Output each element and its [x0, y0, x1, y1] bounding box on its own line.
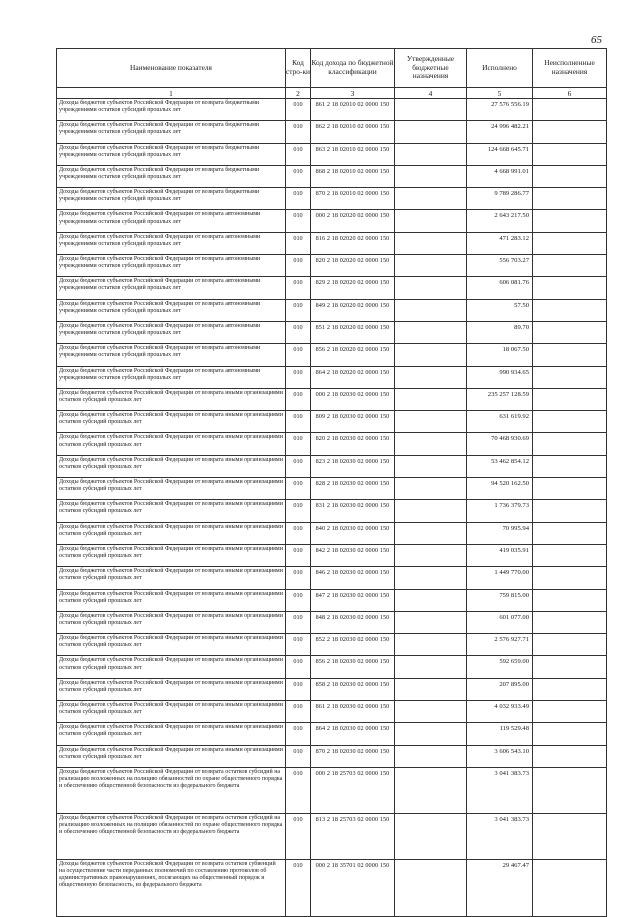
row-name: Доходы бюджетов субъектов Российской Федерации от возврата автономными учреждениями остатков субсидий прошлых лет [57, 232, 286, 254]
row-line-code: 010 [286, 455, 311, 477]
row-unexecuted [533, 544, 607, 566]
table-row [57, 589, 607, 611]
row-approved [395, 321, 467, 343]
row-name: Доходы бюджетов субъектов Российской Федерации от возврата остатков субсидий на реализацию возложенных на полицию обязанностей по охране общественного порядка и обеспечению общественной безопасности из федерального бюджета [57, 813, 286, 859]
row-income-code: 820 2 18 02020 02 0000 150 [311, 255, 395, 277]
row-income-code: 861 2 18 02010 02 0000 150 [311, 99, 395, 121]
row-approved [395, 411, 467, 433]
row-income-code: 816 2 18 02020 02 0000 150 [311, 232, 395, 254]
row-approved [395, 478, 467, 500]
header-line-code: Код стро-ки [286, 49, 311, 88]
row-unexecuted [533, 255, 607, 277]
column-number: 4 [395, 88, 467, 99]
row-name: Доходы бюджетов субъектов Российской Федерации от возврата иными организациями остатков субсидий прошлых лет [57, 411, 286, 433]
row-name: Доходы бюджетов субъектов Российской Федерации от возврата бюджетными учреждениями остатков субсидий прошлых лет [57, 143, 286, 165]
table-row [57, 544, 607, 566]
row-line-code: 010 [286, 232, 311, 254]
table-body [57, 99, 607, 917]
row-executed: 419 035.91 [467, 544, 533, 566]
row-executed: 70 468 930.69 [467, 433, 533, 455]
row-income-code: 831 2 18 02030 02 0000 150 [311, 500, 395, 522]
row-income-code: 856 2 18 02020 02 0000 150 [311, 344, 395, 366]
row-line-code: 010 [286, 299, 311, 321]
row-approved [395, 567, 467, 589]
row-income-code: 813 2 18 25703 02 0000 150 [311, 813, 395, 859]
row-income-code: 000 2 18 02030 02 0000 150 [311, 388, 395, 410]
row-income-code: 000 2 18 02020 02 0000 150 [311, 210, 395, 232]
row-executed: 124 668 645.71 [467, 143, 533, 165]
row-line-code: 010 [286, 478, 311, 500]
row-line-code: 010 [286, 99, 311, 121]
row-executed: 4 668 991.01 [467, 165, 533, 187]
row-line-code: 010 [286, 859, 311, 916]
row-approved [395, 634, 467, 656]
row-income-code: 863 2 18 02010 02 0000 150 [311, 143, 395, 165]
row-line-code: 010 [286, 723, 311, 745]
row-income-code: 829 2 18 02020 02 0000 150 [311, 277, 395, 299]
row-line-code: 010 [286, 634, 311, 656]
row-unexecuted [533, 99, 607, 121]
row-income-code: 856 2 18 02030 02 0000 150 [311, 656, 395, 678]
row-unexecuted [533, 478, 607, 500]
row-name: Доходы бюджетов субъектов Российской Федерации от возврата бюджетными учреждениями остатков субсидий прошлых лет [57, 188, 286, 210]
row-unexecuted [533, 634, 607, 656]
header-row [57, 49, 607, 88]
row-unexecuted [533, 767, 607, 813]
row-approved [395, 99, 467, 121]
row-name: Доходы бюджетов субъектов Российской Федерации от возврата иными организациями остатков субсидий прошлых лет [57, 745, 286, 767]
row-income-code: 864 2 18 02020 02 0000 150 [311, 366, 395, 388]
row-line-code: 010 [286, 433, 311, 455]
row-income-code: 823 2 18 02030 02 0000 150 [311, 455, 395, 477]
row-approved [395, 859, 467, 916]
row-income-code: 862 2 18 02010 02 0000 150 [311, 121, 395, 143]
row-approved [395, 232, 467, 254]
column-number: 5 [467, 88, 533, 99]
row-income-code: 000 2 18 35701 02 0000 150 [311, 859, 395, 916]
row-unexecuted [533, 522, 607, 544]
row-name: Доходы бюджетов субъектов Российской Федерации от возврата иными организациями остатков субсидий прошлых лет [57, 656, 286, 678]
column-number: 3 [311, 88, 395, 99]
column-number: 1 [57, 88, 286, 99]
row-line-code: 010 [286, 522, 311, 544]
row-name: Доходы бюджетов субъектов Российской Федерации от возврата иными организациями остатков субсидий прошлых лет [57, 611, 286, 633]
row-unexecuted [533, 455, 607, 477]
row-line-code: 010 [286, 188, 311, 210]
table-row [57, 321, 607, 343]
row-unexecuted [533, 589, 607, 611]
table-row [57, 232, 607, 254]
table-row [57, 455, 607, 477]
row-approved [395, 589, 467, 611]
row-unexecuted [533, 321, 607, 343]
row-executed: 119 529.48 [467, 723, 533, 745]
row-line-code: 010 [286, 567, 311, 589]
row-income-code: 842 2 18 02030 02 0000 150 [311, 544, 395, 566]
row-name: Доходы бюджетов субъектов Российской Федерации от возврата автономными учреждениями остатков субсидий прошлых лет [57, 321, 286, 343]
row-executed: 207 895.00 [467, 678, 533, 700]
row-income-code: 840 2 18 02030 02 0000 150 [311, 522, 395, 544]
row-income-code: 870 2 18 02010 02 0000 150 [311, 188, 395, 210]
row-executed: 556 703.27 [467, 255, 533, 277]
row-unexecuted [533, 344, 607, 366]
row-unexecuted [533, 433, 607, 455]
row-executed: 471 283.12 [467, 232, 533, 254]
column-number-row [57, 88, 607, 99]
row-line-code: 010 [286, 344, 311, 366]
row-name: Доходы бюджетов субъектов Российской Федерации от возврата автономными учреждениями остатков субсидий прошлых лет [57, 210, 286, 232]
row-executed: 18 067.50 [467, 344, 533, 366]
row-line-code: 010 [286, 165, 311, 187]
table-row [57, 634, 607, 656]
row-executed: 53 462 854.12 [467, 455, 533, 477]
row-executed: 89.70 [467, 321, 533, 343]
row-executed: 4 032 933.49 [467, 701, 533, 723]
row-approved [395, 701, 467, 723]
row-approved [395, 813, 467, 859]
row-line-code: 010 [286, 611, 311, 633]
row-name: Доходы бюджетов субъектов Российской Федерации от возврата автономными учреждениями остатков субсидий прошлых лет [57, 255, 286, 277]
table-row [57, 165, 607, 187]
row-income-code: 868 2 18 02010 02 0000 150 [311, 165, 395, 187]
row-executed: 3 041 383.73 [467, 767, 533, 813]
row-unexecuted [533, 299, 607, 321]
row-executed: 631 619.92 [467, 411, 533, 433]
table-row [57, 121, 607, 143]
row-approved [395, 656, 467, 678]
row-income-code: 861 2 18 02030 02 0000 150 [311, 701, 395, 723]
row-approved [395, 455, 467, 477]
row-approved [395, 678, 467, 700]
row-executed: 27 576 556.19 [467, 99, 533, 121]
row-name: Доходы бюджетов субъектов Российской Федерации от возврата бюджетными учреждениями остатков субсидий прошлых лет [57, 121, 286, 143]
row-name: Доходы бюджетов субъектов Российской Федерации от возврата автономными учреждениями остатков субсидий прошлых лет [57, 277, 286, 299]
row-name: Доходы бюджетов субъектов Российской Федерации от возврата иными организациями остатков субсидий прошлых лет [57, 634, 286, 656]
row-approved [395, 745, 467, 767]
row-line-code: 010 [286, 701, 311, 723]
row-line-code: 010 [286, 745, 311, 767]
row-approved [395, 255, 467, 277]
row-name: Доходы бюджетов субъектов Российской Федерации от возврата иными организациями остатков субсидий прошлых лет [57, 455, 286, 477]
row-name: Доходы бюджетов субъектов Российской Федерации от возврата иными организациями остатков субсидий прошлых лет [57, 500, 286, 522]
table-row [57, 366, 607, 388]
row-approved [395, 299, 467, 321]
table-row [57, 701, 607, 723]
row-name: Доходы бюджетов субъектов Российской Федерации от возврата иными организациями остатков субсидий прошлых лет [57, 544, 286, 566]
row-executed: 1 449 770.00 [467, 567, 533, 589]
row-approved [395, 143, 467, 165]
row-income-code: 828 2 18 02030 02 0000 150 [311, 478, 395, 500]
row-name: Доходы бюджетов субъектов Российской Федерации от возврата иными организациями остатков субсидий прошлых лет [57, 388, 286, 410]
row-unexecuted [533, 232, 607, 254]
row-line-code: 010 [286, 678, 311, 700]
row-income-code: 809 2 18 02030 02 0000 150 [311, 411, 395, 433]
row-name: Доходы бюджетов субъектов Российской Федерации от возврата автономными учреждениями остатков субсидий прошлых лет [57, 344, 286, 366]
row-unexecuted [533, 366, 607, 388]
row-line-code: 010 [286, 544, 311, 566]
row-unexecuted [533, 859, 607, 916]
row-name: Доходы бюджетов субъектов Российской Федерации от возврата бюджетными учреждениями остатков субсидий прошлых лет [57, 165, 286, 187]
row-unexecuted [533, 210, 607, 232]
row-approved [395, 210, 467, 232]
row-name: Доходы бюджетов субъектов Российской Федерации от возврата бюджетными учреждениями остатков субсидий прошлых лет [57, 99, 286, 121]
row-approved [395, 344, 467, 366]
row-unexecuted [533, 678, 607, 700]
table-row [57, 745, 607, 767]
row-unexecuted [533, 121, 607, 143]
row-executed: 3 041 383.73 [467, 813, 533, 859]
row-unexecuted [533, 143, 607, 165]
table-row [57, 859, 607, 916]
row-approved [395, 388, 467, 410]
row-income-code: 858 2 18 02030 02 0000 150 [311, 678, 395, 700]
header-executed: Исполнено [467, 49, 533, 88]
header-unexecuted: Неисполненные назначения [533, 49, 607, 88]
table-row [57, 433, 607, 455]
row-income-code: 000 2 18 25703 02 0000 150 [311, 767, 395, 813]
row-executed: 29 467.47 [467, 859, 533, 916]
row-line-code: 010 [286, 366, 311, 388]
row-executed: 1 736 379.73 [467, 500, 533, 522]
row-approved [395, 433, 467, 455]
row-line-code: 010 [286, 589, 311, 611]
table-row [57, 277, 607, 299]
row-income-code: 820 2 18 02030 02 0000 150 [311, 433, 395, 455]
row-executed: 2 643 217.50 [467, 210, 533, 232]
row-unexecuted [533, 500, 607, 522]
row-unexecuted [533, 277, 607, 299]
row-approved [395, 188, 467, 210]
row-income-code: 847 2 18 02030 02 0000 150 [311, 589, 395, 611]
table-row [57, 478, 607, 500]
row-unexecuted [533, 745, 607, 767]
row-line-code: 010 [286, 813, 311, 859]
row-unexecuted [533, 388, 607, 410]
row-name: Доходы бюджетов субъектов Российской Федерации от возврата автономными учреждениями остатков субсидий прошлых лет [57, 299, 286, 321]
row-unexecuted [533, 723, 607, 745]
row-name: Доходы бюджетов субъектов Российской Федерации от возврата иными организациями остатков субсидий прошлых лет [57, 589, 286, 611]
row-name: Доходы бюджетов субъектов Российской Федерации от возврата автономными учреждениями остатков субсидий прошлых лет [57, 366, 286, 388]
row-unexecuted [533, 411, 607, 433]
row-name: Доходы бюджетов субъектов Российской Федерации от возврата иными организациями остатков субсидий прошлых лет [57, 522, 286, 544]
table-row [57, 344, 607, 366]
row-line-code: 010 [286, 121, 311, 143]
row-approved [395, 544, 467, 566]
row-executed: 606 081.76 [467, 277, 533, 299]
row-line-code: 010 [286, 411, 311, 433]
row-line-code: 010 [286, 255, 311, 277]
table-row [57, 500, 607, 522]
table-row [57, 567, 607, 589]
table-row [57, 522, 607, 544]
row-line-code: 010 [286, 388, 311, 410]
row-name: Доходы бюджетов субъектов Российской Федерации от возврата остатков субсидий на реализацию возложенных на полицию обязанностей по охране общественного порядка и обеспечению общественной безопасности из федерального бюджета [57, 767, 286, 813]
row-approved [395, 767, 467, 813]
row-executed: 2 576 927.71 [467, 634, 533, 656]
row-income-code: 851 2 18 02020 02 0000 150 [311, 321, 395, 343]
column-number: 6 [533, 88, 607, 99]
row-line-code: 010 [286, 500, 311, 522]
row-executed: 57.50 [467, 299, 533, 321]
row-name: Доходы бюджетов субъектов Российской Федерации от возврата иными организациями остатков субсидий прошлых лет [57, 701, 286, 723]
header-approved: Утвержденные бюджетные назначения [395, 49, 467, 88]
row-name: Доходы бюджетов субъектов Российской Федерации от возврата иными организациями остатков субсидий прошлых лет [57, 478, 286, 500]
row-approved [395, 277, 467, 299]
table-row [57, 210, 607, 232]
table-row [57, 767, 607, 813]
row-unexecuted [533, 188, 607, 210]
table-row [57, 299, 607, 321]
row-name: Доходы бюджетов субъектов Российской Федерации от возврата иными организациями остатков субсидий прошлых лет [57, 433, 286, 455]
row-income-code: 846 2 18 02030 02 0000 150 [311, 567, 395, 589]
row-unexecuted [533, 611, 607, 633]
row-approved [395, 611, 467, 633]
row-name: Доходы бюджетов субъектов Российской Федерации от возврата остатков субвенций на осуществление части переданных полномочий по составлению протоколов об административных правонарушениях, посягающих на общественный порядок и общественную безопасность, из федерального бюджета [57, 859, 286, 916]
row-unexecuted [533, 165, 607, 187]
budget-report-table [56, 48, 607, 917]
row-unexecuted [533, 567, 607, 589]
row-approved [395, 522, 467, 544]
table-row [57, 723, 607, 745]
row-line-code: 010 [286, 321, 311, 343]
table-row [57, 611, 607, 633]
page-number: 65 [591, 34, 602, 46]
table-row [57, 99, 607, 121]
row-unexecuted [533, 813, 607, 859]
row-approved [395, 165, 467, 187]
row-executed: 235 257 128.59 [467, 388, 533, 410]
row-name: Доходы бюджетов субъектов Российской Федерации от возврата иными организациями остатков субсидий прошлых лет [57, 723, 286, 745]
row-name: Доходы бюджетов субъектов Российской Федерации от возврата иными организациями остатков субсидий прошлых лет [57, 678, 286, 700]
row-income-code: 849 2 18 02020 02 0000 150 [311, 299, 395, 321]
header-name: Наименование показателя [57, 49, 286, 88]
row-approved [395, 500, 467, 522]
row-executed: 990 934.65 [467, 366, 533, 388]
row-income-code: 848 2 18 02030 02 0000 150 [311, 611, 395, 633]
row-income-code: 870 2 18 02030 02 0000 150 [311, 745, 395, 767]
column-number: 2 [286, 88, 311, 99]
table-row [57, 678, 607, 700]
row-executed: 601 077.00 [467, 611, 533, 633]
row-executed: 70 995.94 [467, 522, 533, 544]
row-executed: 592 659.00 [467, 656, 533, 678]
row-approved [395, 723, 467, 745]
row-unexecuted [533, 701, 607, 723]
table-row [57, 656, 607, 678]
row-unexecuted [533, 656, 607, 678]
row-executed: 9 789 286.77 [467, 188, 533, 210]
row-income-code: 852 2 18 02030 02 0000 150 [311, 634, 395, 656]
header-income-code: Код дохода по бюджетной классификации [311, 49, 395, 88]
table-row [57, 255, 607, 277]
row-executed: 24 996 482.21 [467, 121, 533, 143]
row-line-code: 010 [286, 210, 311, 232]
table-row [57, 143, 607, 165]
row-executed: 3 606 543.10 [467, 745, 533, 767]
table-row [57, 188, 607, 210]
table-row [57, 813, 607, 859]
table-row [57, 388, 607, 410]
row-approved [395, 121, 467, 143]
row-line-code: 010 [286, 767, 311, 813]
row-executed: 759 815.00 [467, 589, 533, 611]
row-income-code: 864 2 18 02030 02 0000 150 [311, 723, 395, 745]
row-line-code: 010 [286, 656, 311, 678]
row-approved [395, 366, 467, 388]
row-line-code: 010 [286, 277, 311, 299]
row-name: Доходы бюджетов субъектов Российской Федерации от возврата иными организациями остатков субсидий прошлых лет [57, 567, 286, 589]
row-executed: 94 520 162.50 [467, 478, 533, 500]
row-line-code: 010 [286, 143, 311, 165]
table-row [57, 411, 607, 433]
